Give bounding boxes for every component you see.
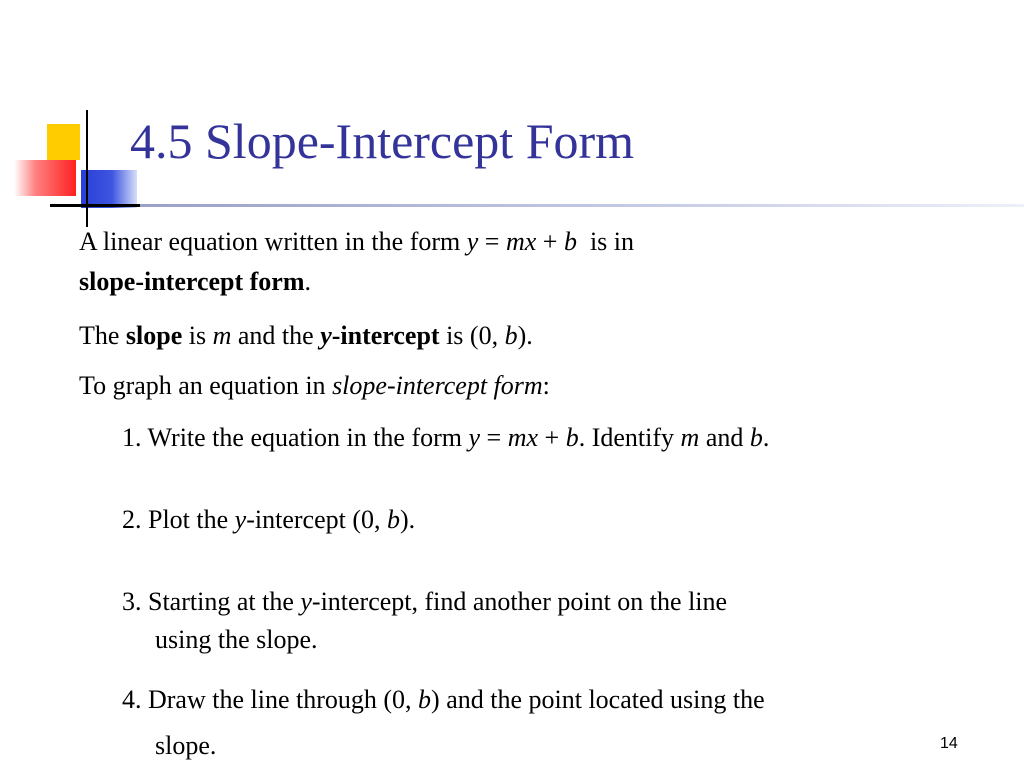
graphing-intro: To graph an equation in slope-intercept form: <box>79 371 550 400</box>
blue-square-decoration <box>81 170 137 208</box>
step-3: 3. Starting at the y-intercept, find another point on the line <box>122 587 728 616</box>
slope-intercept-definition: The slope is m and the y-intercept is (0, b). <box>79 321 533 350</box>
definition-line-2: slope-intercept form. <box>79 267 312 296</box>
yellow-square-decoration <box>47 124 80 160</box>
step-4: 4. Draw the line through (0, b) and the point located using the <box>122 685 765 714</box>
slide-title: 4.5 Slope-Intercept Form <box>130 113 635 169</box>
definition-line-1: A linear equation written in the form y = mx + b is in <box>79 227 635 256</box>
slide-number: 14 <box>940 735 958 752</box>
step-2: 2. Plot the y-intercept (0, b). <box>122 505 416 534</box>
term-slope-intercept-form: slope-intercept form <box>79 267 305 296</box>
step-1: 1. Write the equation in the form y = mx + b. Identify m and b. <box>122 423 770 452</box>
red-square-decoration <box>14 160 76 196</box>
step-3-continuation: using the slope. <box>155 625 318 654</box>
vertical-rule <box>86 110 88 227</box>
horizontal-rule <box>50 204 140 207</box>
step-4-continuation: slope. <box>155 731 217 760</box>
title-underline-rule <box>140 204 1024 207</box>
